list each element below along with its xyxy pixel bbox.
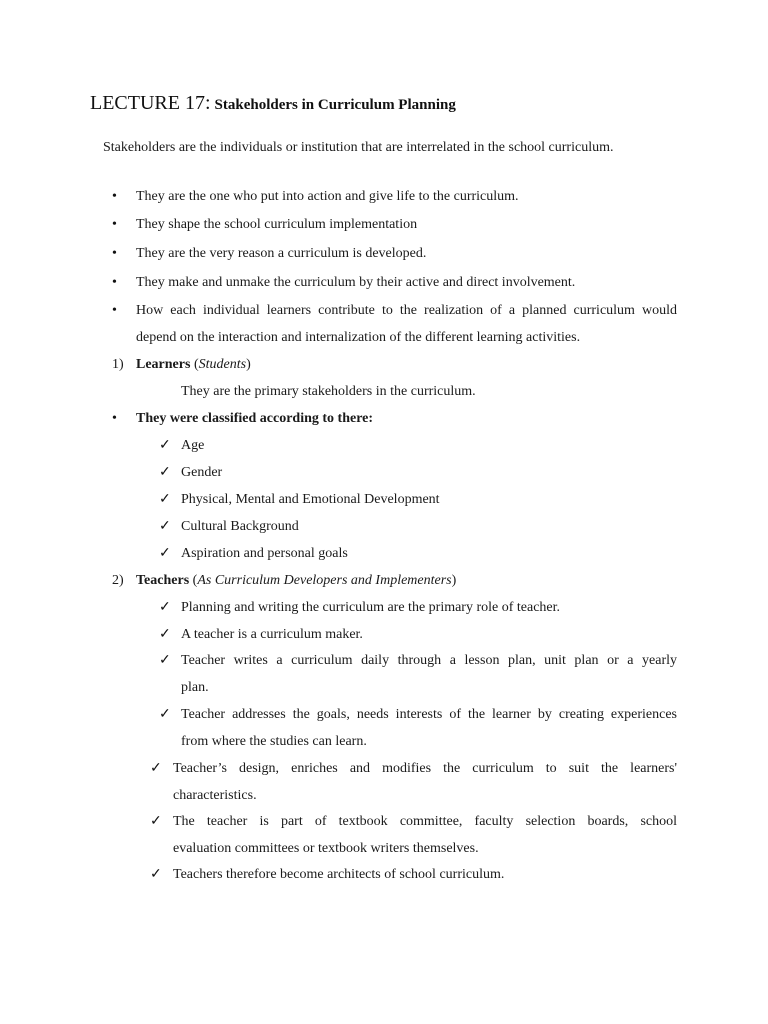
check-icon: ✓ [159,465,171,480]
learners-subheading: Students [198,357,247,372]
teachers-heading: Teachers [136,573,190,588]
check-icon: ✓ [159,519,171,534]
bullet-icon: • [112,275,117,290]
check-icon: ✓ [150,761,162,776]
teacher-role: Teacher addresses the goals, needs interests of the learner by creating experiences [181,707,677,722]
bullet-icon: • [112,411,117,426]
teacher-role: Teacher’s design, enriches and modifies the curriculum to suit the learners' [173,761,677,776]
check-icon: ✓ [150,867,162,882]
check-icon: ✓ [159,653,171,668]
check-icon: ✓ [159,707,171,722]
bullet-item: They are the very reason a curriculum is developed. [136,246,427,261]
teacher-role-continuation: from where the studies can learn. [181,734,367,749]
paren-open: ( [189,573,198,588]
bullet-icon: • [112,217,117,232]
bullet-icon: • [112,189,117,204]
check-icon: ✓ [159,438,171,453]
check-icon: ✓ [159,546,171,561]
lecture-subtitle: Stakeholders in Curriculum Planning [214,97,456,113]
paren-close: ) [246,357,251,372]
bullet-item: They are the one who put into action and give life to the curriculum. [136,189,519,204]
learners-description: They are the primary stakeholders in the curriculum. [181,384,476,399]
teacher-role: The teacher is part of textbook committee, faculty selection boards, school [173,814,677,829]
learner-attribute: Cultural Background [181,519,299,534]
check-icon: ✓ [150,814,162,829]
bullet-item: They shape the school curriculum implementation [136,217,418,232]
teacher-role-continuation: plan. [181,680,209,695]
bullet-item-continuation: depend on the interaction and internalization of the different learning activities. [136,330,581,345]
bullet-icon: • [112,303,117,318]
teacher-role-continuation: characteristics. [173,788,257,803]
learner-attribute: Age [181,438,205,453]
paren-open: ( [190,357,199,372]
learner-attribute: Gender [181,465,223,480]
intro-paragraph: Stakeholders are the individuals or institution that are interrelated in the school curriculum. [103,140,614,155]
bullet-item: They make and unmake the curriculum by their active and direct involvement. [136,275,576,290]
teachers-subheading: As Curriculum Developers and Implementers [197,573,452,588]
teacher-role: Teacher writes a curriculum daily through a lesson plan, unit plan or a yearly [181,653,677,668]
teacher-role: A teacher is a curriculum maker. [181,627,363,642]
section-number-1: 1) [112,357,124,372]
check-icon: ✓ [159,627,171,642]
check-icon: ✓ [159,492,171,507]
learner-attribute: Physical, Mental and Emotional Development [181,492,440,507]
check-icon: ✓ [159,600,171,615]
paren-close: ) [451,573,457,588]
teacher-role: Planning and writing the curriculum are the primary role of teacher. [181,600,561,615]
classified-heading: They were classified according to there: [136,411,374,426]
bullet-icon: • [112,246,117,261]
section-heading-learners [136,356,251,374]
bullet-item: How each individual learners contribute to the realization of a planned curriculum would [136,303,677,318]
learners-heading: Learners [136,357,191,372]
section-heading-teachers [136,572,456,590]
learner-attribute: Aspiration and personal goals [181,546,348,561]
lecture-number: LECTURE 17: [90,92,211,114]
teacher-role-continuation: evaluation committees or textbook writers themselves. [173,841,479,856]
lecture-title [90,92,456,115]
section-number-2: 2) [112,573,124,588]
teacher-role: Teachers therefore become architects of school curriculum. [173,867,505,882]
